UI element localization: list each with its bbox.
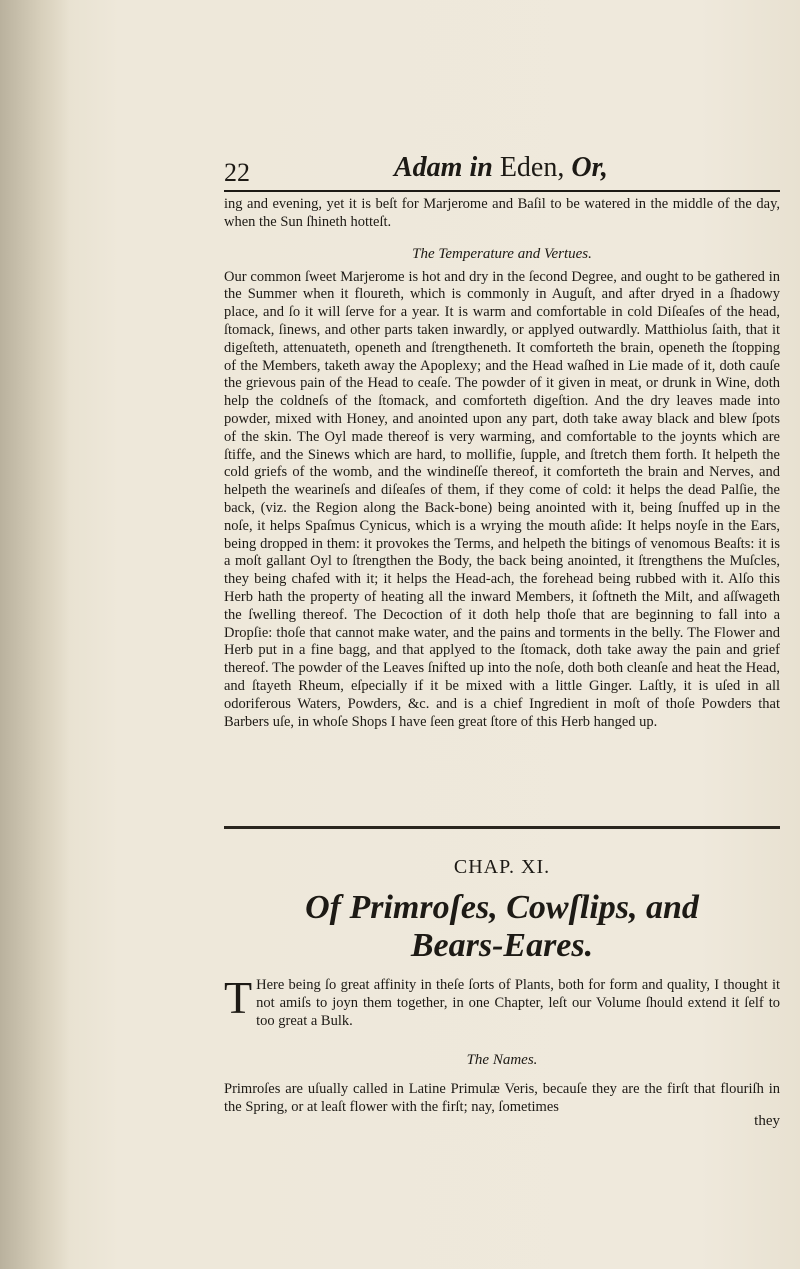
chapter-title-line-2: Bears-Eares.: [410, 927, 594, 964]
catchword: they: [754, 1112, 780, 1129]
chapter-intro-text: Here being ſo great affinity in theſe ſorts of Plants, both for form and quality, I thought it not amiſs to joyn them together, in one Chapter, leſt our Volume ſhould extend it ſelf to too great a Bulk.: [256, 977, 780, 1029]
running-title-italic: Adam in: [394, 152, 493, 183]
chapter-divider-rule: [224, 826, 780, 829]
running-title-end: Or,: [571, 152, 608, 183]
running-title-roman: Eden,: [499, 152, 565, 183]
chapter-title: [224, 889, 780, 965]
opening-paragraph: ing and evening, yet it is beſt for Marjerome and Baſil to be watered in the middle of the day, when the Sun ſhineth hotteſt.: [224, 196, 780, 230]
section-heading-names: The Names.: [466, 1052, 538, 1069]
running-title: [394, 152, 608, 184]
book-gutter: [0, 0, 70, 1269]
chapter-intro: [224, 972, 780, 1030]
page-number: 22: [224, 158, 250, 187]
running-head: [224, 150, 780, 192]
text-page: [224, 150, 780, 731]
chapter-section: [224, 856, 780, 1130]
chapter-number: CHAP. XI.: [453, 856, 551, 878]
section-heading-temperature: The Temperature and Vertues.: [412, 245, 592, 262]
temperature-paragraph: Our common ſweet Marjerome is hot and dry in the ſecond Degree, and ought to be gathered in the Summer when it floureth, which is commonly in Auguſt, and after dryed in a ſhadowy place, and ſo it will ſerve for a year. It is warm and comfortable in cold Diſeaſes of the head, ſtomack, ſinews, and other parts taken inwardly, or applyed outwardly. Matthiolus ſaith, that it digeſteth, attenuateth, openeth and ſtrengtheneth. It comforteth the brain, openeth the ſtopping of the Members, taketh away the Apoplexy; and the Head waſhed in Lie made of it, doth cauſe the grievous pain of the Head to ceaſe. The powder of it given in meat, or drunk in Wine, doth help the coldneſs of the ſtomack, and comforteth digeſtion. And the dry leaves made into powder, mixed with Honey, and anointed upon any part, doth take away black and blew ſpots of the skin. The Oyl made thereof is very warming, and comfortable to the joynts which are ſtiffe, and the Sinews which are hard, to mollifie, ſupple, and ſtretch them forth. It helpeth the cold griefs of the womb, and the windineſſe thereof, it comforteth the brain and Nerves, and helpeth the wearineſs and diſeaſes of them, if they come of cold: it helps the dead Palſie, the back, (viz. the Region along the Back-bone) being anointed with it, being ſnuffed up in the noſe, it helps Spaſmus Cynicus, which is a wrying the mouth aſide: It helps noyſe in the Ears, being dropped in them: it provokes the Terms, and helpeth the bitings of venomous Beaſts: it is a moſt gallant Oyl to ſtrengthen the Body, the back being anointed, it ſtrengthens the Muſcles, they being chafed with it; it helps the Head-ach, the forehead being rubbed with it. Alſo this Herb hath the property of heating all the inward Members, it ſoftneth the Milt, and aſſwageth the ſwelling thereof. The Decoction of it doth help thoſe that are beginning to fall into a Dropſie: thoſe that cannot make water, and the pains and torments in the belly. The Flower and Herb put in a fine bagg, and that applyed to the ſtomack, doth take away the pain and grief thereof. The powder of the Leaves ſnifted up into the noſe, doth both cleanſe and heat the Head, and ſtayeth Rheum, eſpecially if it be mixed with a little Ginger. Laſtly, it is uſed in all odoriferous Waters, Powders, &c. and is a chief Ingredient in moſt of thoſe Powders that Barbers uſe, in whoſe Shops I have ſeen great ſtore of this Herb hanged up.: [224, 268, 780, 730]
drop-cap: T: [224, 972, 253, 1023]
names-paragraph: Primroſes are uſually called in Latine Primulæ Veris, becauſe they are the firſt that flouriſh in the Spring, or at leaſt flower with the firſt; nay, ſometimes: [224, 1081, 780, 1116]
chapter-title-line-1: Of Primroſes, Cowſlips, and: [305, 889, 699, 926]
